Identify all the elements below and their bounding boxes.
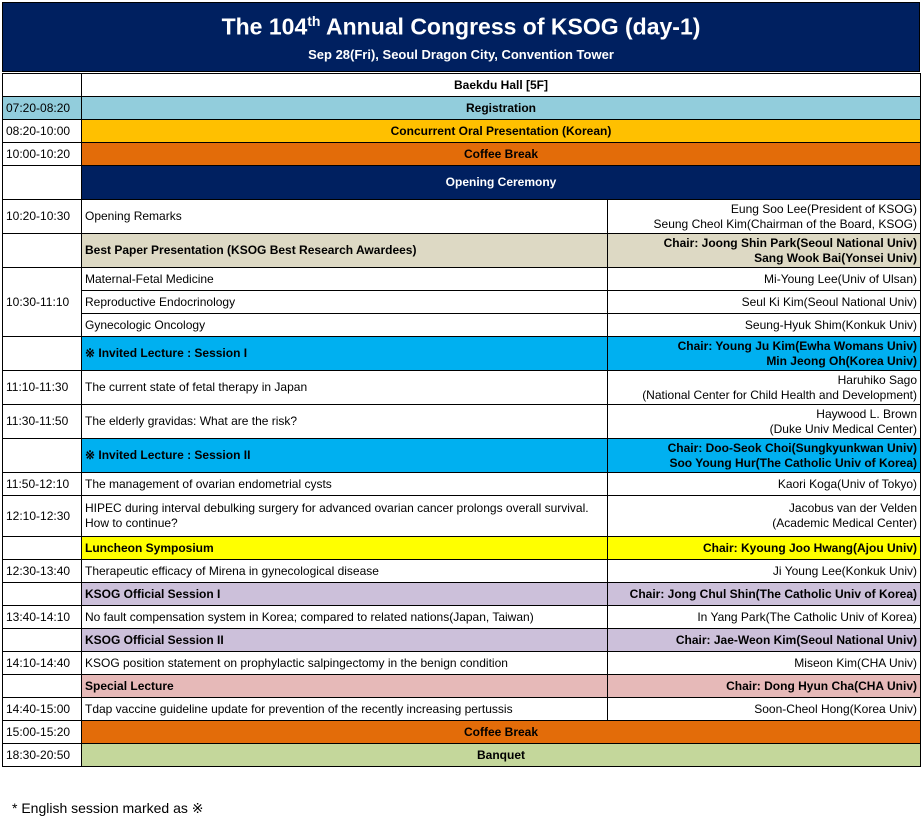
table-row — [3, 74, 921, 97]
talk-title: Maternal-Fetal Medicine — [82, 268, 608, 291]
speaker-name: Seung Cheol Kim(Chairman of the Board, KSOG) — [653, 216, 917, 231]
chair-cell — [608, 439, 921, 473]
table-row — [3, 268, 921, 291]
table-row — [3, 496, 921, 537]
time-cell — [3, 234, 82, 268]
table-row — [3, 97, 921, 120]
talk-title: Tdap vaccine guideline update for prevention of the recently increasing pertussis — [82, 698, 608, 721]
chair-cell: Chair: Jae-Weon Kim(Seoul National Univ) — [608, 629, 921, 652]
time-cell: 14:10-14:40 — [3, 652, 82, 675]
chair-name: Chair: Joong Shin Park(Seoul National Univ) — [663, 235, 917, 250]
table-row — [3, 166, 921, 200]
table-row — [3, 473, 921, 496]
time-cell — [3, 675, 82, 698]
table-row — [3, 629, 921, 652]
table-row — [3, 537, 921, 560]
chair-cell: Chair: Kyoung Joo Hwang(Ajou Univ) — [608, 537, 921, 560]
title-text-rest: Annual Congress of KSOG (day-1) — [320, 13, 701, 40]
speaker-cell: Seul Ki Kim(Seoul National Univ) — [608, 291, 921, 314]
speaker-affiliation: (Academic Medical Center) — [772, 516, 917, 530]
talk-title: The current state of fetal therapy in Japan — [82, 371, 608, 405]
speaker-cell: Ji Young Lee(Konkuk Univ) — [608, 560, 921, 583]
talk-title: Gynecologic Oncology — [82, 314, 608, 337]
time-cell: 07:20-08:20 — [3, 97, 82, 120]
session-banner: Concurrent Oral Presentation (Korean) — [82, 120, 921, 143]
table-row — [3, 234, 921, 268]
time-cell — [3, 583, 82, 606]
session-title: ※ Invited Lecture : Session I — [82, 337, 608, 371]
hall-header: Baekdu Hall [5F] — [82, 74, 921, 97]
page-subtitle: Sep 28(Fri), Seoul Dragon City, Convention Tower — [308, 47, 614, 62]
talk-title: Reproductive Endocrinology — [82, 291, 608, 314]
speaker-cell: Mi-Young Lee(Univ of Ulsan) — [608, 268, 921, 291]
time-cell — [3, 629, 82, 652]
session-title: KSOG Official Session II — [82, 629, 608, 652]
session-title: Luncheon Symposium — [82, 537, 608, 560]
chair-name: Chair: Doo-Seok Choi(Sungkyunkwan Univ) — [667, 440, 917, 455]
session-banner: Coffee Break — [82, 721, 921, 744]
session-title: ※ Invited Lecture : Session II — [82, 439, 608, 473]
speaker-name: Eung Soo Lee(President of KSOG) — [730, 201, 917, 216]
talk-title: Opening Remarks — [82, 200, 608, 234]
time-cell: 11:50-12:10 — [3, 473, 82, 496]
table-row — [3, 721, 921, 744]
speaker-affiliation: (Duke Univ Medical Center) — [769, 421, 917, 436]
time-cell: 12:10-12:30 — [3, 496, 82, 537]
talk-title: The elderly gravidas: What are the risk? — [82, 405, 608, 439]
table-row — [3, 652, 921, 675]
session-banner: Registration — [82, 97, 921, 120]
table-row — [3, 314, 921, 337]
time-cell — [3, 439, 82, 473]
session-title: Best Paper Presentation (KSOG Best Research Awardees) — [82, 234, 608, 268]
table-row — [3, 698, 921, 721]
speaker-cell: Kaori Koga(Univ of Tokyo) — [608, 473, 921, 496]
time-cell: 10:00-10:20 — [3, 143, 82, 166]
chair-cell: Chair: Dong Hyun Cha(CHA Univ) — [608, 675, 921, 698]
time-cell — [3, 337, 82, 371]
speaker-name: Jacobus van der Velden — [788, 501, 917, 515]
session-banner: Coffee Break — [82, 143, 921, 166]
time-cell: 15:00-15:20 — [3, 721, 82, 744]
speaker-cell — [608, 371, 921, 405]
session-banner: Opening Ceremony — [82, 166, 921, 200]
page-title — [3, 13, 919, 41]
speaker-name: Haruhiko Sago — [837, 372, 917, 387]
time-cell: 10:20-10:30 — [3, 200, 82, 234]
table-row — [3, 143, 921, 166]
footnote: * English session marked as ※ — [12, 800, 204, 816]
time-cell: 18:30-20:50 — [3, 744, 82, 767]
table-row — [3, 606, 921, 629]
chair-cell: Chair: Jong Chul Shin(The Catholic Univ of Korea) — [608, 583, 921, 606]
time-cell: 12:30-13:40 — [3, 560, 82, 583]
speaker-cell — [608, 496, 921, 537]
session-title: KSOG Official Session I — [82, 583, 608, 606]
time-cell: 08:20-10:00 — [3, 120, 82, 143]
session-title: Special Lecture — [82, 675, 608, 698]
chair-name: Sang Wook Bai(Yonsei Univ) — [754, 250, 917, 265]
program-header — [2, 2, 920, 72]
time-cell: 11:10-11:30 — [3, 371, 82, 405]
chair-cell — [608, 234, 921, 268]
talk-title: HIPEC during interval debulking surgery for advanced ovarian cancer prolongs overall survival. How to continue? — [82, 496, 608, 537]
chair-name: Soo Young Hur(The Catholic Univ of Korea) — [669, 455, 917, 470]
time-cell — [3, 537, 82, 560]
time-cell — [3, 74, 82, 97]
time-cell: 10:30-11:10 — [3, 268, 82, 337]
table-row — [3, 120, 921, 143]
schedule-table — [2, 73, 921, 767]
chair-name: Min Jeong Oh(Korea Univ) — [766, 353, 917, 368]
time-cell — [3, 166, 82, 200]
talk-title: KSOG position statement on prophylactic salpingectomy in the benign condition — [82, 652, 608, 675]
talk-title: Therapeutic efficacy of Mirena in gynecological disease — [82, 560, 608, 583]
chair-cell — [608, 337, 921, 371]
table-row — [3, 291, 921, 314]
speaker-cell: In Yang Park(The Catholic Univ of Korea) — [608, 606, 921, 629]
talk-title: The management of ovarian endometrial cysts — [82, 473, 608, 496]
speaker-cell: Soon-Cheol Hong(Korea Univ) — [608, 698, 921, 721]
speaker-cell: Miseon Kim(CHA Univ) — [608, 652, 921, 675]
table-row — [3, 200, 921, 234]
table-row — [3, 675, 921, 698]
speaker-cell — [608, 200, 921, 234]
table-row — [3, 560, 921, 583]
session-banner: Banquet — [82, 744, 921, 767]
table-row — [3, 405, 921, 439]
table-row — [3, 439, 921, 473]
table-row — [3, 337, 921, 371]
speaker-name: Haywood L. Brown — [816, 406, 917, 421]
table-row — [3, 371, 921, 405]
chair-name: Chair: Young Ju Kim(Ewha Womans Univ) — [677, 338, 917, 353]
time-cell: 14:40-15:00 — [3, 698, 82, 721]
title-text: The 104 — [221, 13, 308, 40]
speaker-cell: Seung-Hyuk Shim(Konkuk Univ) — [608, 314, 921, 337]
time-cell: 11:30-11:50 — [3, 405, 82, 439]
table-row — [3, 583, 921, 606]
title-superscript: th — [307, 13, 321, 29]
speaker-cell — [608, 405, 921, 439]
table-row — [3, 744, 921, 767]
speaker-affiliation: (National Center for Child Health and Development) — [642, 387, 917, 402]
time-cell: 13:40-14:10 — [3, 606, 82, 629]
talk-title: No fault compensation system in Korea; compared to related nations(Japan, Taiwan) — [82, 606, 608, 629]
